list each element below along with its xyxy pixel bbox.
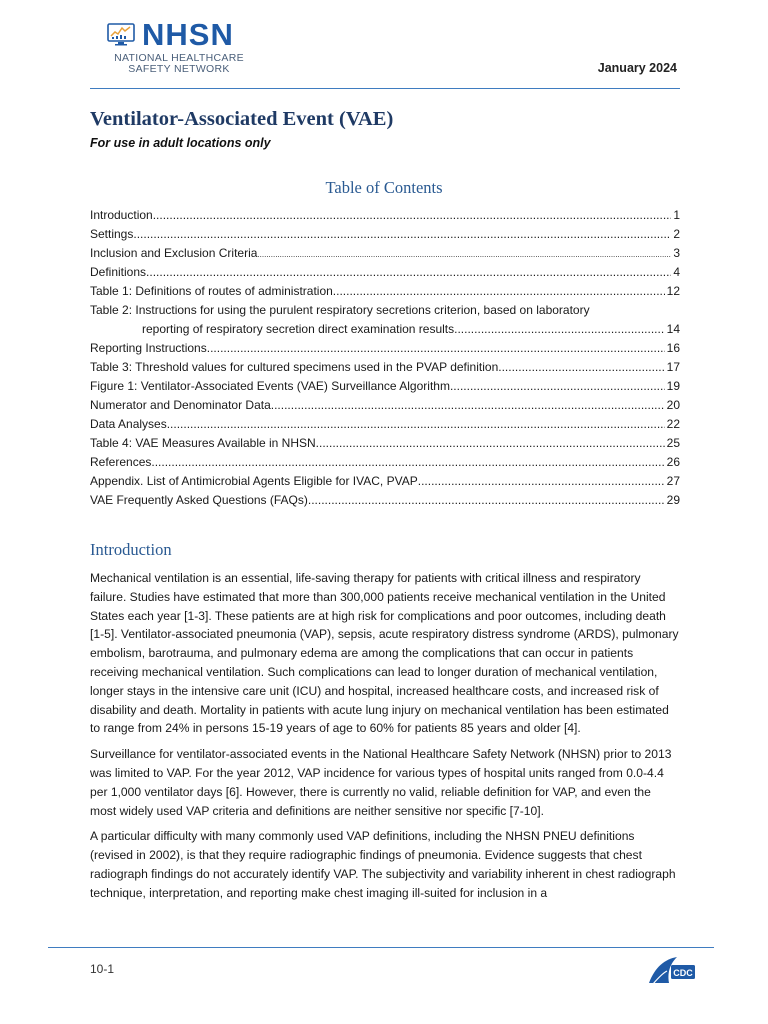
toc-entry-table-1[interactable] — [90, 282, 680, 301]
header-divider — [90, 88, 680, 89]
toc-leader-dots — [454, 320, 665, 339]
toc-entry-numerator-denominator[interactable] — [90, 396, 680, 415]
toc-entry-label: Inclusion and Exclusion Criteria — [90, 246, 258, 260]
toc-entry-introduction[interactable] — [90, 206, 680, 225]
toc-entry-inclusion-exclusion[interactable] — [90, 244, 680, 263]
toc-entry-page: 2 — [673, 227, 680, 241]
logo-wordmark: NHSN — [142, 17, 234, 52]
introduction-heading: Introduction — [90, 540, 172, 559]
toc-leader-dots — [133, 225, 671, 244]
toc-entry-page: 19 — [666, 379, 680, 393]
toc-entry-reporting-instructions[interactable] — [90, 339, 680, 358]
toc-entry-page: 27 — [666, 474, 680, 488]
table-of-contents — [90, 206, 680, 510]
intro-paragraph-3: A particular difficulty with many commonly used VAP definitions, including the NHSN PNEU definitions (revised in 2002), is that they require radiographic findings of pneumonia. Evidence suggests that chest radiograph findings do not accurately identify VAP. The subjectivity and variability inherent in chest radiograph technique, interpretation, and reporting make chest imaging ill-suited for inclusion in a — [90, 829, 676, 900]
toc-entry-page: 16 — [666, 341, 680, 355]
toc-entry-label: Numerator and Denominator Data — [90, 398, 271, 412]
toc-entry-label-line1: Table 2: Instructions for using the purulent respiratory secretions criterion, based on laboratory — [90, 303, 590, 317]
monitor-chart-icon — [107, 23, 135, 47]
page-header — [0, 0, 768, 92]
toc-entry-page: 14 — [666, 322, 680, 336]
introduction-body — [90, 569, 680, 910]
toc-entry-label: VAE Frequently Asked Questions (FAQs) — [90, 493, 308, 507]
toc-entry-page: 29 — [666, 493, 680, 507]
toc-entry-label: References — [90, 455, 152, 469]
toc-entry-table-3[interactable] — [90, 358, 680, 377]
toc-entry-label: Appendix. List of Antimicrobial Agents Eligible for IVAC, PVAP — [90, 474, 418, 488]
toc-entry-page: 4 — [673, 265, 680, 279]
toc-heading: Table of Contents — [325, 178, 443, 197]
cdc-logo-text: CDC — [673, 968, 693, 978]
toc-entry-page: 12 — [666, 284, 680, 298]
toc-leader-dots — [207, 339, 665, 358]
toc-entry-page: 1 — [673, 208, 680, 222]
toc-leader-dots — [498, 358, 664, 377]
toc-entry-label: Introduction — [90, 208, 153, 222]
toc-leader-dots — [450, 377, 665, 396]
toc-entry-label: Table 4: VAE Measures Available in NHSN — [90, 436, 316, 450]
document-subtitle: For use in adult locations only — [90, 136, 271, 150]
toc-entry-label: Settings — [90, 227, 134, 241]
toc-entry-settings[interactable] — [90, 225, 680, 244]
toc-entry-label: Figure 1: Ventilator-Associated Events (VAE) Surveillance Algorithm — [90, 379, 450, 393]
toc-entry-label: Reporting Instructions — [90, 341, 207, 355]
toc-entry-figure-1[interactable] — [90, 377, 680, 396]
logo-subtitle-line1: NATIONAL HEALTHCARE — [114, 52, 244, 64]
intro-paragraph-1: Mechanical ventilation is an essential, life-saving therapy for patients with critical illness and respiratory failure. Studies have estimated that more than 300,000 patients receive mechanical ventilation in the United States each year [1-3]. These patients are at high risk for complications and poor outcomes, including death [1-5]. Ventilator-associated pneumonia (VAP), sepsis, acute respiratory distress syndrome (ARDS), pulmonary embolism, barotrauma, and pulmonary edema are among the complications that can occur in patients receiving mechanical ventilation. Such complications can lead to longer duration of mechanical ventilation, longer stays in the intensive care unit (ICU) and hospital, increased healthcare costs, and increased risk of disability and death. Mortality in patients with acute lung injury on mechanical ventilation has been estimated to range from 24% in persons 15-19 years of age to 60% for patients 85 years and older [4]. — [90, 571, 679, 736]
toc-entry-definitions[interactable] — [90, 263, 680, 282]
toc-entry-label: Definitions — [90, 265, 147, 279]
toc-entry-data-analyses[interactable] — [90, 415, 680, 434]
toc-entry-page: 25 — [666, 436, 680, 450]
toc-leader-dots — [153, 206, 672, 225]
toc-entry-label: Table 1: Definitions of routes of administration — [90, 284, 333, 298]
toc-leader-dots — [167, 415, 665, 434]
toc-entry-faqs[interactable] — [90, 491, 680, 510]
toc-entry-table-2[interactable] — [90, 301, 680, 339]
logo-subtitle — [107, 53, 251, 75]
toc-leader-dots — [257, 245, 671, 264]
toc-entry-table-4[interactable] — [90, 434, 680, 453]
toc-leader-dots — [333, 282, 665, 301]
toc-entry-page: 22 — [666, 417, 680, 431]
toc-leader-dots — [308, 491, 665, 510]
toc-entry-label: Data Analyses — [90, 417, 167, 431]
toc-entry-appendix[interactable] — [90, 472, 680, 491]
toc-entry-page: 20 — [666, 398, 680, 412]
logo-subtitle-line2: SAFETY NETWORK — [128, 63, 230, 75]
toc-entry-page: 26 — [666, 455, 680, 469]
page-number: 10-1 — [90, 962, 115, 976]
toc-leader-dots — [316, 434, 665, 453]
publication-date: January 2024 — [597, 61, 677, 75]
toc-leader-dots — [146, 263, 671, 282]
cdc-logo-icon — [647, 953, 697, 987]
toc-entry-label: Table 3: Threshold values for cultured specimens used in the PVAP definition — [90, 360, 499, 374]
nhsn-logo — [107, 17, 257, 80]
intro-paragraph-2: Surveillance for ventilator-associated events in the National Healthcare Safety Network (NHSN) prior to 2013 was limited to VAP. For the year 2012, VAP incidence for various types of hospital units ranged from 0.0-4.4 per 1,000 ventilator days [6]. However, there is currently no valid, reliable definition for VAP, and even the most widely used VAP criteria and definitions are neither sensitive nor specific [7-10]. — [90, 747, 672, 818]
toc-leader-dots — [271, 396, 665, 415]
toc-entry-page: 17 — [666, 360, 680, 374]
toc-entry-references[interactable] — [90, 453, 680, 472]
footer-divider — [48, 947, 714, 948]
toc-entry-page: 3 — [673, 246, 680, 260]
toc-leader-dots — [418, 472, 665, 491]
document-title: Ventilator-Associated Event (VAE) — [90, 108, 394, 130]
toc-leader-dots — [151, 453, 664, 472]
toc-entry-label-line2: reporting of respiratory secretion direct examination results — [142, 322, 455, 336]
